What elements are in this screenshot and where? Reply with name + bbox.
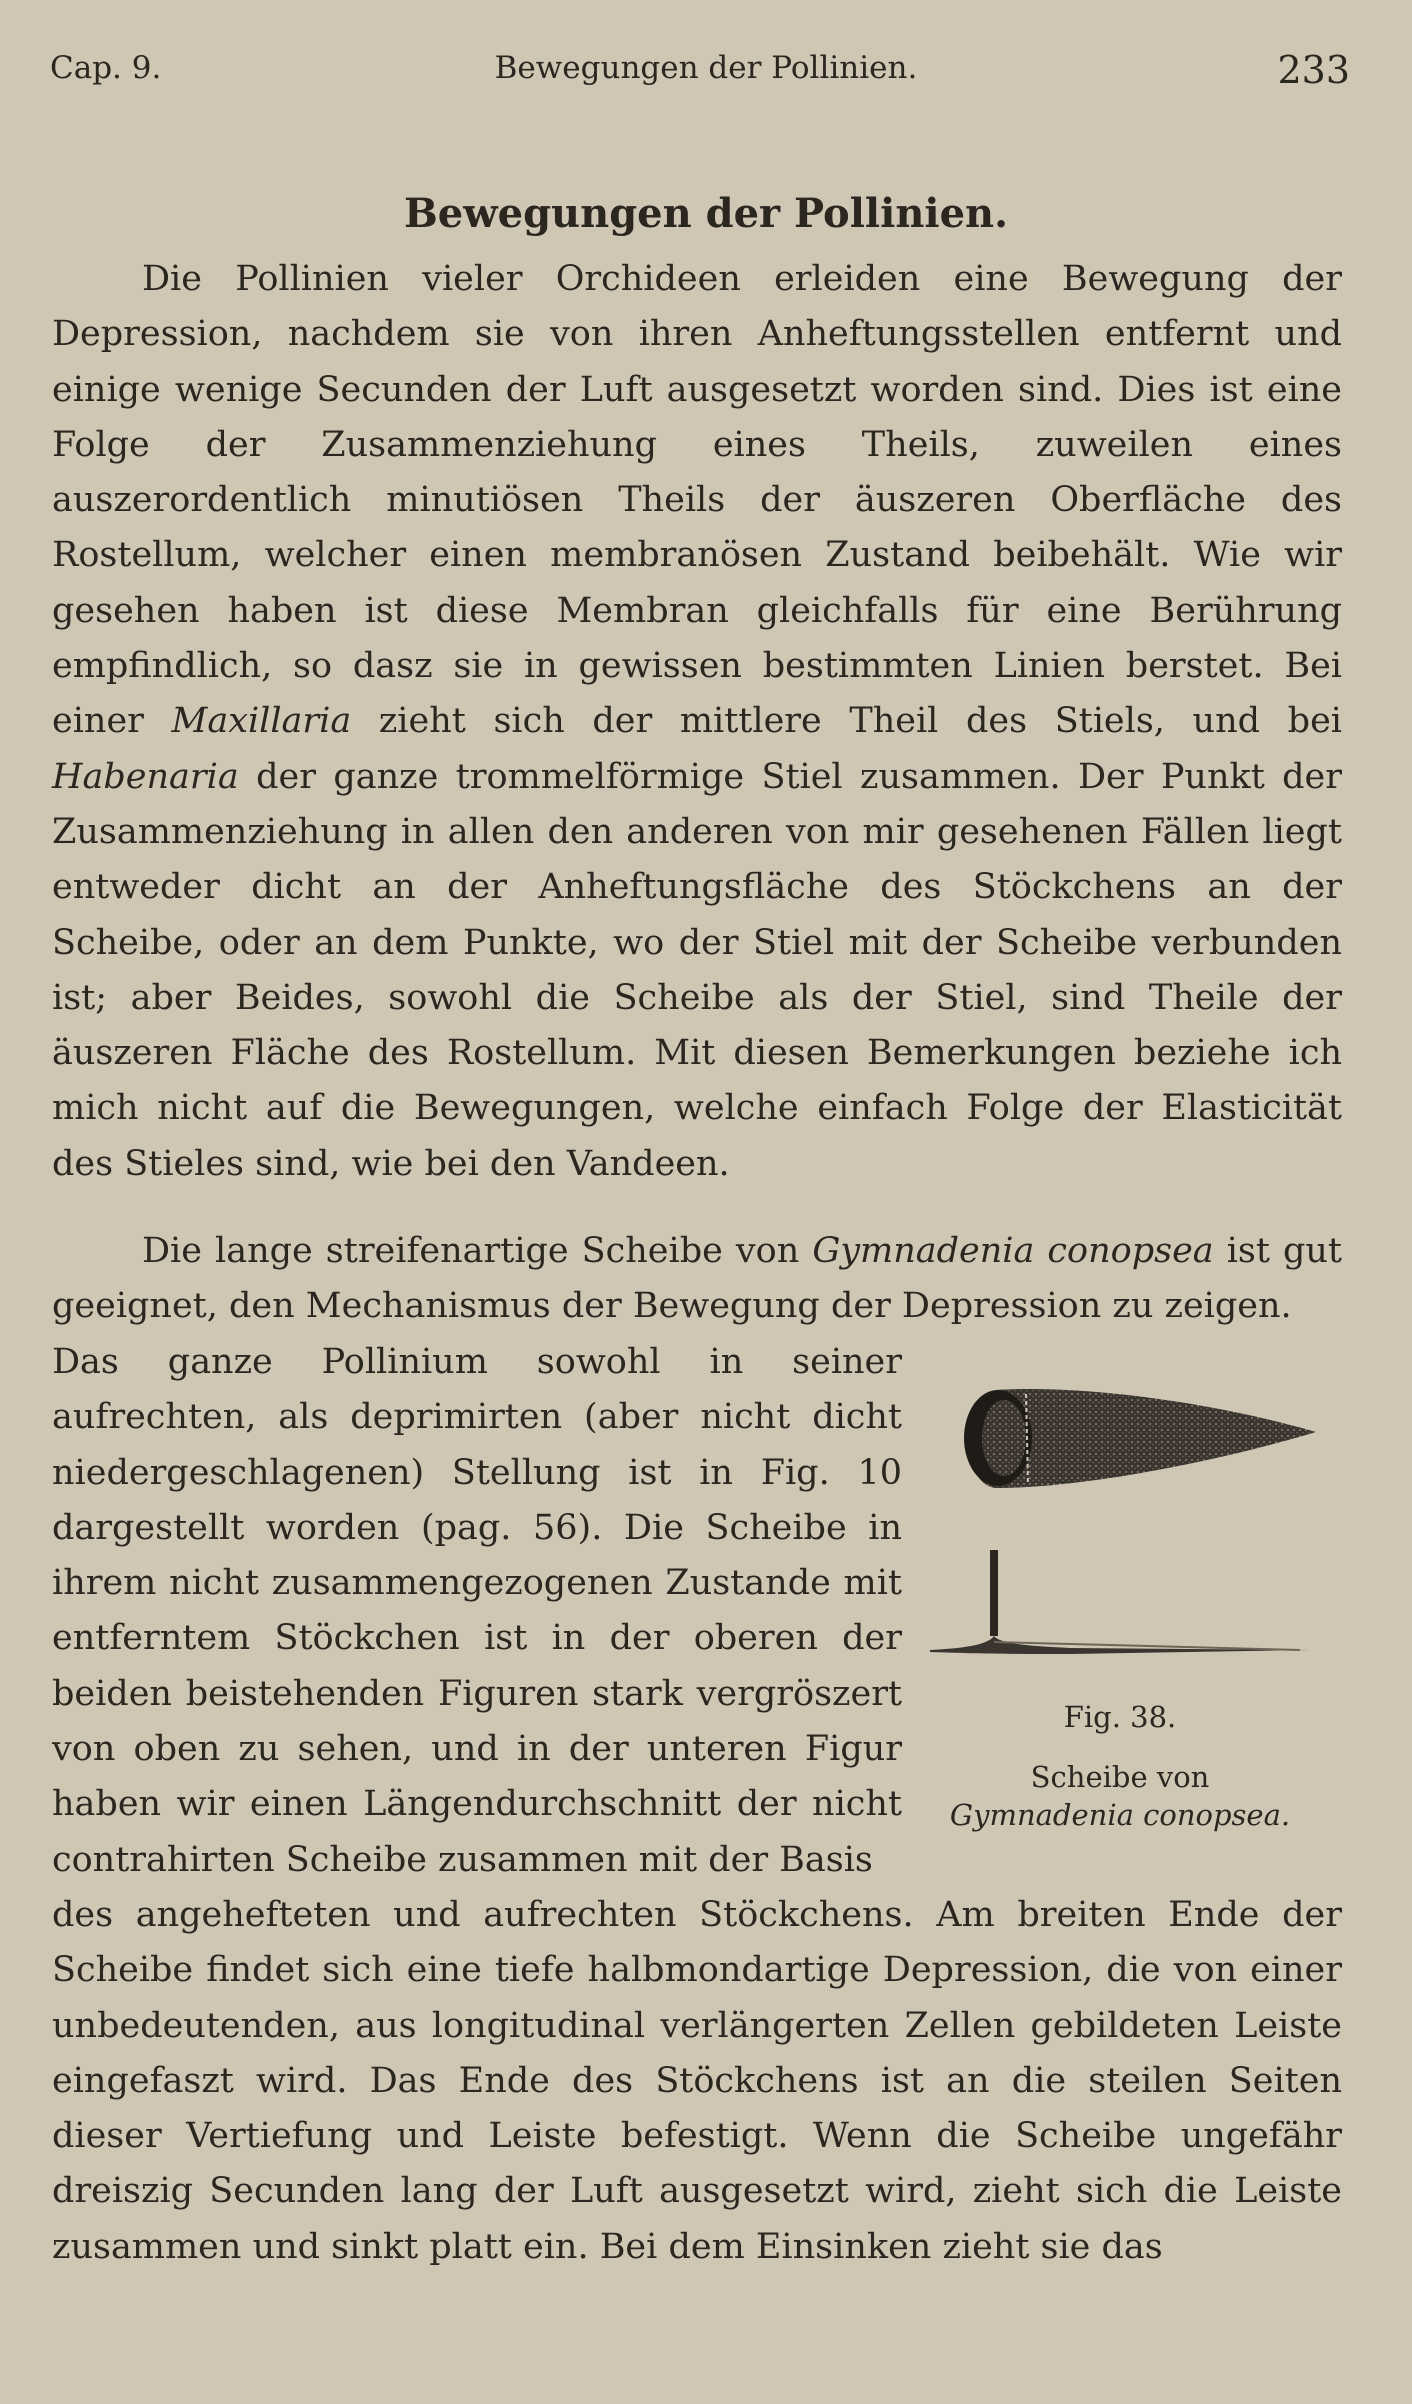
page-number: 233 (1277, 48, 1350, 92)
p1-text-b: zieht sich der mittlere Theil des Stiels, und bei (351, 701, 1342, 742)
genus-maxillaria: Maxillaria (171, 701, 352, 742)
figure-label: Fig. 38. (1063, 1700, 1177, 1734)
p4-text: des angehefteten und aufrechten Stöckchens. Am breiten Ende der Scheibe findet sich eine tiefe halbmondartige Depression, die von einer unbedeutenden, aus longitudinal verlängerten Zellen gebildeten Leiste eingefaszt wird. Das Ende des Stöckchens ist an die steilen Seiten dieser Vertiefung und Leiste befestigt. Wenn die Scheibe ungefähr dreiszig Secunden lang der Luft ausgesetzt wird, zieht sich die Leiste zusammen und sinkt platt ein. Bei dem Einsinken zieht sie das (52, 1895, 1342, 2267)
figure-caption-line2: Gymnadenia conopsea. (949, 1798, 1291, 1832)
p1-text-a: Die Pollinien vieler Orchideen erleiden eine Bewegung der Depression, nachdem sie von ihren Anheftungsstellen entfernt und einige wenige Secunden der Luft ausgesetzt worden sind. Dies ist eine Folge der Zusammenziehung eines Theils, zuweilen eines auszerordentlich minutiösen Theils der äuszeren Oberfläche des Rostellum, welcher einen membranösen Zustand beibehält. Wie wir gesehen haben ist diese Membran gleichfalls für eine Berührung empfindlich, so dasz sie in gewissen bestimmten Linien berstet. Bei einer (52, 259, 1342, 742)
chapter-label: Cap. 9. (50, 50, 162, 86)
genus-habenaria: Habenaria (52, 756, 239, 797)
running-header (50, 50, 1362, 100)
paragraph-3 (52, 1335, 902, 1888)
disc-top-view-illustration (956, 1380, 1316, 1500)
disc-section-illustration (930, 1550, 1310, 1660)
paragraph-4 (52, 1888, 1342, 2275)
paragraph-1 (52, 252, 1342, 1192)
p1-text-c: der ganze trommelförmige Stiel zusammen. Der Punkt der Zusammenziehung in allen den anderen von mir gesehenen Fällen liegt entweder dicht an der Anheftungsfläche des Stöckchens an der Scheibe, oder an dem Punkte, wo der Stiel mit der Scheibe verbunden ist; aber Beides, sowohl die Scheibe als der Stiel, sind Theile der äuszeren Fläche des Rostellum. Mit diesen Bemerkungen beziehe ich mich nicht auf die Bewegungen, welche einfach Folge der Elasticität des Stieles sind, wie bei den Vandeen. (52, 756, 1342, 1184)
p2-text-a: Die lange streifenartige Scheibe von (142, 1231, 813, 1271)
paragraph-2 (52, 1224, 1342, 1335)
p3-text: Das ganze Pollinium sowohl in seiner aufrechten, als deprimirten (aber nicht dicht niedergeschlagenen) Stellung ist in Fig. 10 dargestellt worden (pag. 56). Die Scheibe in ihrem nicht zusammengezogenen Zustande mit entferntem Stöckchen ist in der oberen der beiden beistehenden Figuren stark vergröszert von oben zu sehen, und in der unteren Figur haben wir einen Längendurchschnitt der nicht contrahirten Scheibe zusammen mit der Basis (52, 1342, 902, 1880)
species-name: Gymnadenia conopsea (812, 1231, 1214, 1271)
running-title: Bewegungen der Pollinien. (494, 50, 918, 86)
p2-text-b: ist gut geeignet, den Mechanismus der Bewegung der Depression zu zeigen. (52, 1231, 1342, 1327)
figure-caption-line1: Scheibe von (1030, 1760, 1210, 1794)
section-title: Bewegungen der Pollinien. (403, 190, 1009, 237)
